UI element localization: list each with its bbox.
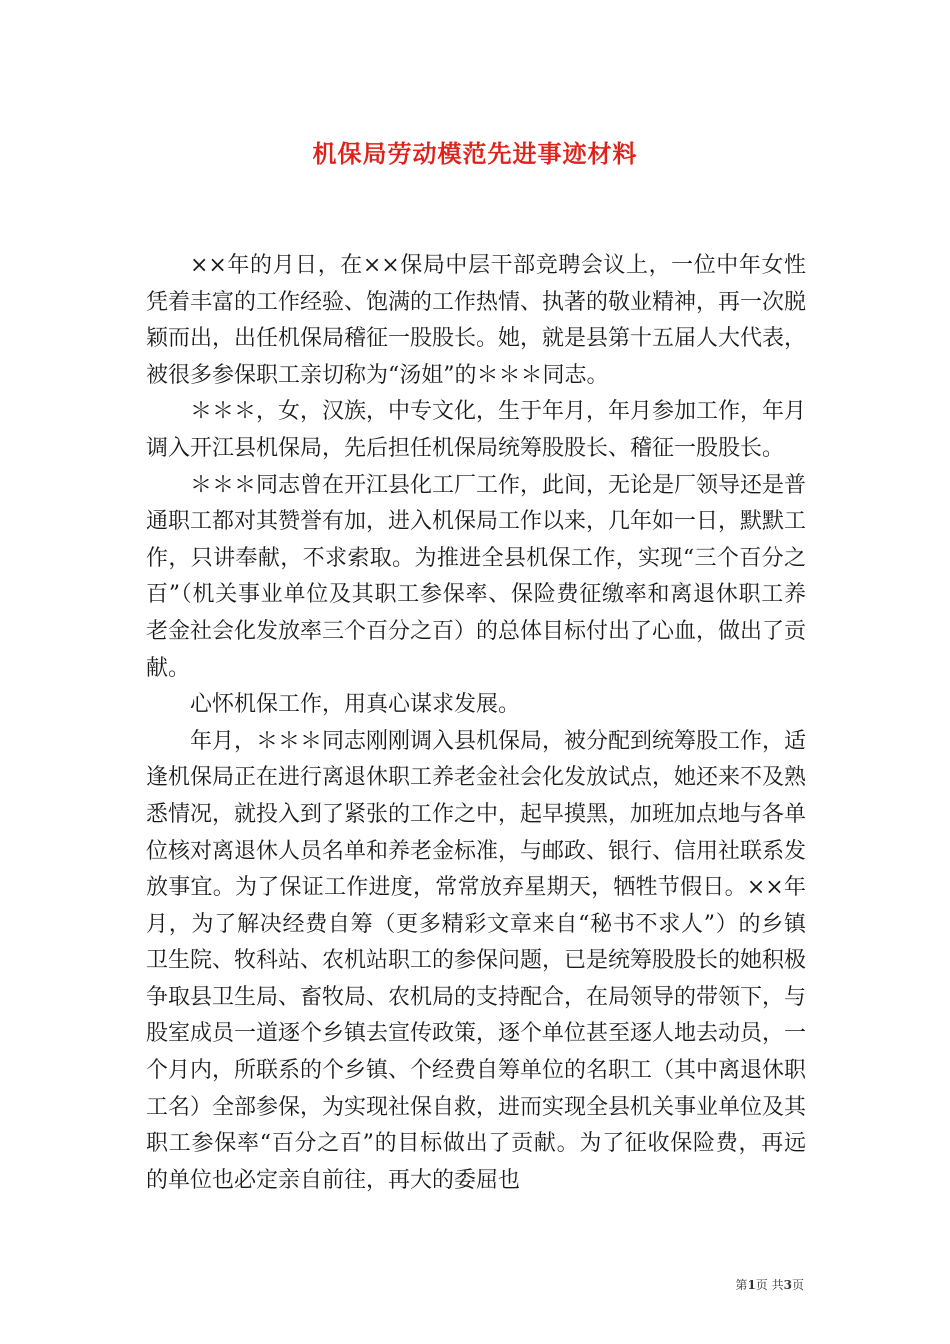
paragraph-1: ××年的月日，在××保局中层干部竞聘会议上，一位中年女性凭着丰富的工作经验、饱满的工作热情、执著的敬业精神，再一次脱颖而出，出任机保局稽征一股股长。她，就是县第十五届人大代表，被很多参保职工亲切称为“汤姐”的＊＊＊同志。 (146, 253, 807, 388)
footer-middle: 页 共 (755, 1278, 784, 1292)
footer-prefix: 第 (735, 1278, 748, 1292)
footer-current-page: 1 (747, 1278, 756, 1292)
paragraph-5: 年月，＊＊＊同志刚刚调入县机保局，被分配到统筹股工作，适逢机保局正在进行离退休职工养老金社会化发放试点，她还来不及熟悉情况，就投入到了紧张的工作之中，起早摸黑，加班加点地与各单位核对离退休人员名单和养老金标准，与邮政、银行、信用社联系发放事宜。为了保证工作进度，常常放弃星期天，牺牲节假日。××年月，为了解决经费自筹（更多精彩文章来自“秘书不求人”）的乡镇卫生院、牧科站、农机站职工的参保问题，已是统筹股股长的她积极争取县卫生局、畜牧局、农机局的支持配合，在局领导的带领下，与股室成员一道逐个乡镇去宣传政策，逐个单位甚至逐人地去动员，一个月内，所联系的个乡镇、个经费自筹单位的名职工（其中离退休职工名）全部参保，为实现社保自救，进而实现全县机关事业单位及其职工参保率“百分之百”的目标做出了贡献。为了征收保险费，再远的单位也必定亲自前往，再大的委屈也 (146, 728, 807, 1193)
footer-total-pages: 3 (783, 1278, 792, 1292)
paragraph-3: ＊＊＊同志曾在开江县化工厂工作，此间，无论是厂领导还是普通职工都对其赞誉有加，进入机保局工作以来，几年如一日，默默工作，只讲奉献，不求索取。为推进全县机保工作，实现“三个百分之百”（机关事业单位及其职工参保率、保险费征缴率和离退休职工养老金社会化发放率三个百分之百）的总体目标付出了心血，做出了贡献。 (146, 472, 807, 681)
document-title: 机保局劳动模范先进事迹材料 (312, 139, 638, 168)
footer-suffix: 页 (791, 1278, 804, 1292)
paragraph-2: ＊＊＊，女，汉族，中专文化，生于年月，年月参加工作，年月调入开江县机保局，先后担任机保局统筹股股长、稽征一股股长。 (146, 399, 807, 461)
paragraph-4: 心怀机保工作，用真心谋求发展。 (190, 692, 521, 718)
page-number-footer (735, 1276, 804, 1293)
document-body (146, 248, 806, 1199)
